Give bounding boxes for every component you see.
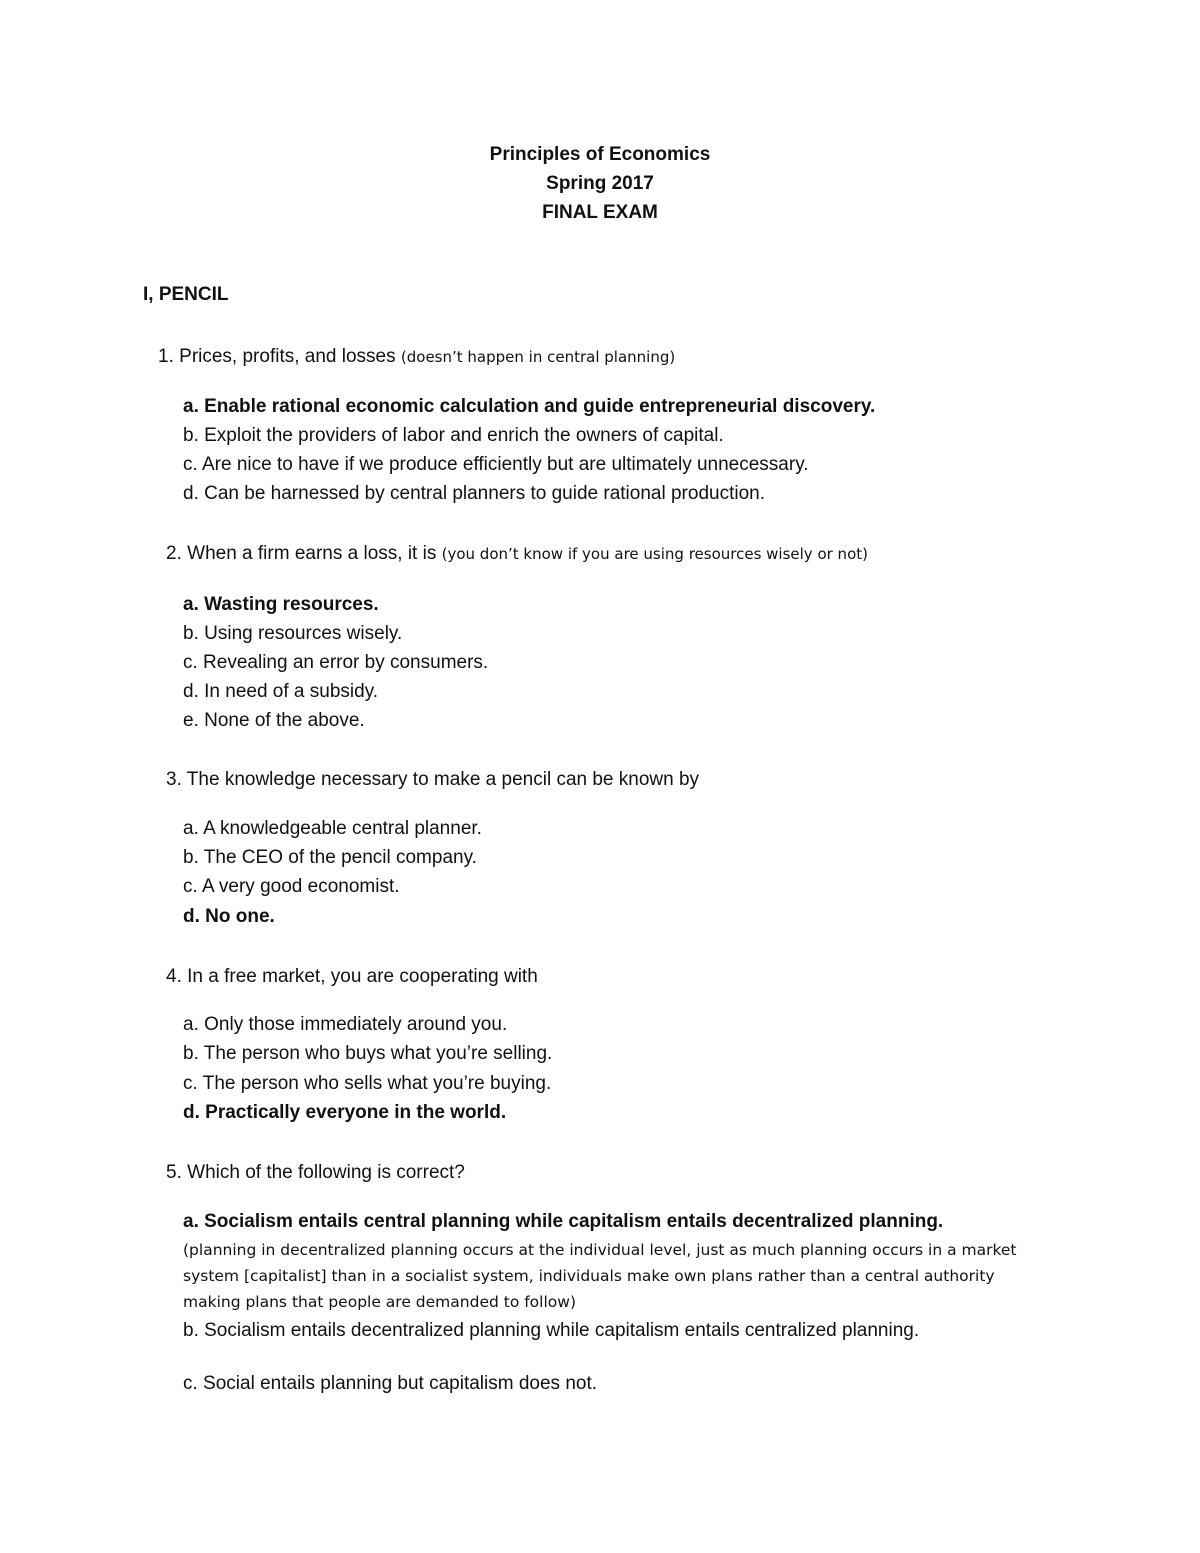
question-number: 5. [166, 1162, 182, 1183]
answer-option: e. None of the above. [183, 710, 365, 731]
question-text: The knowledge necessary to make a pencil can be known by [186, 769, 700, 790]
question-note: (you don’t know if you are using resources wisely or not) [441, 545, 868, 563]
question-number: 3. [166, 769, 182, 790]
answer-option: b. The CEO of the pencil company. [183, 847, 477, 868]
question-1 [158, 346, 675, 368]
question-4 [166, 966, 538, 988]
section-heading: I, PENCIL [143, 284, 229, 305]
question-3 [166, 769, 699, 791]
question-5 [166, 1162, 465, 1184]
question-number: 4. [166, 966, 182, 987]
answer-option: d. In need of a subsidy. [183, 681, 379, 702]
answer-option-correct: a. Wasting resources. [183, 594, 379, 615]
answer-option: a. A knowledgeable central planner. [183, 818, 482, 839]
answer-explanation: (planning in decentralized planning occurs at the individual level, just as much planning occurs in a market system [capitalist] than in a socialist system, individuals make own plans rather than a central authority making plans that people are demanded to follow) [183, 1241, 1017, 1311]
answer-option-correct: a. Socialism entails central planning while capitalism entails decentralized planning. [183, 1211, 944, 1232]
question-2 [166, 543, 868, 565]
question-text: Which of the following is correct? [187, 1162, 465, 1183]
answer-option-correct: d. Practically everyone in the world. [183, 1102, 507, 1123]
answer-option: d. Can be harnessed by central planners to guide rational production. [183, 483, 765, 504]
answer-option-correct: d. No one. [183, 906, 275, 927]
question-text: In a free market, you are cooperating with [187, 966, 538, 987]
answer-option: c. The person who sells what you’re buying. [183, 1073, 552, 1094]
answer-option: b. The person who buys what you’re selling. [183, 1043, 553, 1064]
exam-term: Spring 2017 [546, 173, 654, 194]
answer-option: a. Only those immediately around you. [183, 1014, 508, 1035]
answer-option-correct: a. Enable rational economic calculation and guide entrepreneurial discovery. [183, 396, 876, 417]
course-title: Principles of Economics [489, 144, 711, 165]
exam-title-block [0, 140, 1200, 227]
question-number: 2. [166, 543, 182, 564]
question-text: Prices, profits, and losses [179, 346, 396, 367]
answer-option: b. Using resources wisely. [183, 623, 403, 644]
answer-option: c. Revealing an error by consumers. [183, 652, 489, 673]
answer-option: c. A very good economist. [183, 876, 400, 897]
exam-name: FINAL EXAM [542, 202, 658, 223]
question-number: 1. [158, 346, 174, 367]
answer-option: b. Exploit the providers of labor and enrich the owners of capital. [183, 425, 724, 446]
answer-option: b. Socialism entails decentralized planning while capitalism entails centralized planning. [183, 1320, 920, 1341]
question-note: (doesn’t happen in central planning) [400, 348, 676, 366]
answer-option: c. Social entails planning but capitalism does not. [183, 1373, 598, 1394]
answer-option: c. Are nice to have if we produce efficiently but are ultimately unnecessary. [183, 454, 809, 475]
question-text: When a firm earns a loss, it is [187, 543, 437, 564]
